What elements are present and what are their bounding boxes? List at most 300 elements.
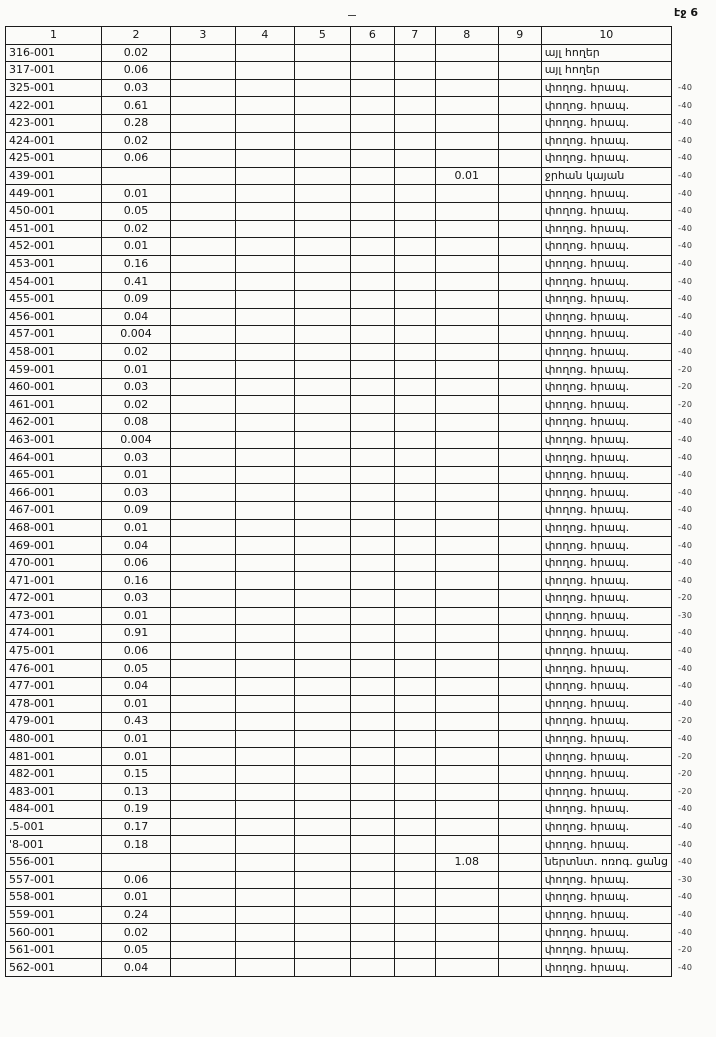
- cell-col9: [498, 132, 541, 150]
- cell-col9: [498, 783, 541, 801]
- table-row: [6, 185, 716, 203]
- cell-col10: փողոց. հրապ.: [541, 801, 671, 819]
- cell-col5: [294, 537, 350, 555]
- cell-col8: [435, 590, 498, 608]
- cell-col10: փողոց. հրապ.: [541, 607, 671, 625]
- cell-col1: 455-001: [6, 290, 102, 308]
- cell-col5: [294, 572, 350, 590]
- cell-col3: [170, 941, 235, 959]
- cell-col2: 0.02: [101, 924, 170, 942]
- column-header-1: 1: [6, 27, 102, 45]
- cell-col7: [394, 396, 435, 414]
- cell-col7: [394, 255, 435, 273]
- cell-col3: [170, 519, 235, 537]
- margin-note: -40: [677, 452, 693, 462]
- table-row: [6, 889, 716, 907]
- header-row: [6, 27, 716, 45]
- cell-col4: [235, 431, 294, 449]
- cell-col4: [235, 554, 294, 572]
- cell-col7: [394, 713, 435, 731]
- cell-col10: փողոց. հրապ.: [541, 326, 671, 344]
- cell-col10: ներտնտ. ոռոգ. ցանց: [541, 853, 671, 871]
- cell-col8: [435, 396, 498, 414]
- cell-col10: այլ հողեր: [541, 44, 671, 62]
- cell-col8: 0.01: [435, 167, 498, 185]
- cell-col8: [435, 431, 498, 449]
- cell-col10: փողոց. հրապ.: [541, 906, 671, 924]
- cell-col2: 0.004: [101, 431, 170, 449]
- cell-col5: [294, 889, 350, 907]
- cell-col3: [170, 79, 235, 97]
- table-row: [6, 765, 716, 783]
- cell-col8: [435, 132, 498, 150]
- cell-col5: [294, 906, 350, 924]
- cell-col3: [170, 748, 235, 766]
- cell-col10: փողոց. հրապ.: [541, 484, 671, 502]
- cell-col2: 0.01: [101, 607, 170, 625]
- cell-col4: [235, 238, 294, 256]
- table-row: [6, 466, 716, 484]
- cell-col3: [170, 906, 235, 924]
- cell-col5: [294, 853, 350, 871]
- cell-col2: 0.04: [101, 959, 170, 977]
- cell-col2: 0.004: [101, 326, 170, 344]
- cell-col2: 0.03: [101, 449, 170, 467]
- cell-col3: [170, 625, 235, 643]
- cell-col10: փողոց. հրապ.: [541, 114, 671, 132]
- cell-col9: [498, 150, 541, 168]
- cell-col10: փողոց. հրապ.: [541, 677, 671, 695]
- cell-col8: [435, 79, 498, 97]
- cell-col8: [435, 150, 498, 168]
- cell-col4: [235, 220, 294, 238]
- margin-note: -40: [677, 346, 693, 356]
- margin-note: -40: [677, 734, 693, 744]
- cell-col9: [498, 396, 541, 414]
- cell-col7: [394, 414, 435, 432]
- cell-col5: [294, 97, 350, 115]
- cell-col10: փողոց. հրապ.: [541, 255, 671, 273]
- cell-col2: 0.01: [101, 748, 170, 766]
- table-row: [6, 361, 716, 379]
- cell-col6: [350, 660, 394, 678]
- column-header-4: 4: [235, 27, 294, 45]
- cell-col6: [350, 642, 394, 660]
- cell-col2: 0.61: [101, 97, 170, 115]
- cell-col1: .5-001: [6, 818, 102, 836]
- cell-col3: [170, 484, 235, 502]
- cell-col6: [350, 378, 394, 396]
- cell-col7: [394, 537, 435, 555]
- cell-col10: փողոց. հրապ.: [541, 836, 671, 854]
- margin-note: -40: [677, 628, 693, 638]
- cell-col2: 0.16: [101, 255, 170, 273]
- cell-col1: 425-001: [6, 150, 102, 168]
- cell-col9: [498, 924, 541, 942]
- cell-col6: [350, 502, 394, 520]
- margin-note: -20: [677, 751, 693, 761]
- cell-col9: [498, 449, 541, 467]
- cell-col9: [498, 466, 541, 484]
- table-row: [6, 150, 716, 168]
- table-row: [6, 484, 716, 502]
- cell-col9: [498, 62, 541, 80]
- cell-col9: [498, 519, 541, 537]
- margin-note: -40: [677, 311, 693, 321]
- cell-col7: [394, 801, 435, 819]
- cell-col5: [294, 326, 350, 344]
- cell-col6: [350, 889, 394, 907]
- cell-col8: [435, 572, 498, 590]
- cell-col6: [350, 255, 394, 273]
- cell-col7: [394, 308, 435, 326]
- margin-note: -40: [677, 223, 693, 233]
- cell-col9: [498, 484, 541, 502]
- margin-note: -40: [677, 822, 693, 832]
- margin-note: [671, 62, 715, 80]
- table-row: [6, 308, 716, 326]
- table-row: [6, 132, 716, 150]
- cell-col4: [235, 114, 294, 132]
- table-row: [6, 220, 716, 238]
- cell-col8: [435, 484, 498, 502]
- cell-col7: [394, 642, 435, 660]
- cell-col9: [498, 290, 541, 308]
- cell-col7: [394, 220, 435, 238]
- cell-col8: [435, 202, 498, 220]
- cell-col10: փողոց. հրապ.: [541, 238, 671, 256]
- cell-col7: [394, 290, 435, 308]
- cell-col4: [235, 836, 294, 854]
- cell-col8: [435, 677, 498, 695]
- cell-col4: [235, 167, 294, 185]
- cell-col7: [394, 62, 435, 80]
- cell-col5: [294, 79, 350, 97]
- margin-note: -40: [677, 171, 693, 181]
- cell-col6: [350, 449, 394, 467]
- cell-col7: [394, 378, 435, 396]
- cell-col9: [498, 167, 541, 185]
- cell-col10: փողոց. հրապ.: [541, 625, 671, 643]
- cell-col10: փողոց. հրապ.: [541, 97, 671, 115]
- cell-col3: [170, 62, 235, 80]
- cell-col3: [170, 959, 235, 977]
- cell-col5: [294, 396, 350, 414]
- cell-col8: [435, 941, 498, 959]
- margin-note: -40: [677, 962, 693, 972]
- cell-col1: 461-001: [6, 396, 102, 414]
- cell-col5: [294, 941, 350, 959]
- cell-col9: [498, 308, 541, 326]
- column-header-3: 3: [170, 27, 235, 45]
- cell-col6: [350, 308, 394, 326]
- cell-col1: 458-001: [6, 343, 102, 361]
- cell-col9: [498, 607, 541, 625]
- cell-col1: 559-001: [6, 906, 102, 924]
- cell-col2: 0.06: [101, 554, 170, 572]
- cell-col6: [350, 238, 394, 256]
- cell-col7: [394, 502, 435, 520]
- cell-col6: [350, 783, 394, 801]
- cell-col1: 479-001: [6, 713, 102, 731]
- cell-col10: փողոց. հրապ.: [541, 466, 671, 484]
- margin-note: -40: [677, 434, 693, 444]
- cell-col7: [394, 167, 435, 185]
- cell-col6: [350, 290, 394, 308]
- cell-col10: փողոց. հրապ.: [541, 132, 671, 150]
- cell-col7: [394, 519, 435, 537]
- cell-col1: 459-001: [6, 361, 102, 379]
- cell-col3: [170, 466, 235, 484]
- cell-col9: [498, 572, 541, 590]
- cell-col8: [435, 466, 498, 484]
- cell-col10: փողոց. հրապ.: [541, 396, 671, 414]
- cell-col1: 449-001: [6, 185, 102, 203]
- cell-col8: 1.08: [435, 853, 498, 871]
- cell-col7: [394, 625, 435, 643]
- cell-col6: [350, 590, 394, 608]
- table-row: [6, 625, 716, 643]
- cell-col8: [435, 906, 498, 924]
- cell-col8: [435, 449, 498, 467]
- cell-col9: [498, 114, 541, 132]
- cell-col2: 0.02: [101, 220, 170, 238]
- cell-col9: [498, 97, 541, 115]
- table-row: [6, 62, 716, 80]
- cell-col8: [435, 273, 498, 291]
- cell-col7: [394, 924, 435, 942]
- margin-note: -40: [677, 909, 693, 919]
- cell-col5: [294, 290, 350, 308]
- cell-col4: [235, 502, 294, 520]
- table-row: [6, 273, 716, 291]
- cell-col4: [235, 959, 294, 977]
- cell-col10: փողոց. հրապ.: [541, 343, 671, 361]
- cell-col10: փողոց. հրապ.: [541, 150, 671, 168]
- cell-col10: փողոց. հրապ.: [541, 502, 671, 520]
- cell-col5: [294, 449, 350, 467]
- cell-col5: [294, 695, 350, 713]
- cell-col2: 0.01: [101, 361, 170, 379]
- cell-col7: [394, 361, 435, 379]
- cell-col4: [235, 818, 294, 836]
- cell-col7: [394, 660, 435, 678]
- cell-col2: 0.04: [101, 308, 170, 326]
- cell-col9: [498, 255, 541, 273]
- cell-col10: փողոց. հրապ.: [541, 713, 671, 731]
- cell-col4: [235, 290, 294, 308]
- cell-col9: [498, 906, 541, 924]
- cell-col8: [435, 695, 498, 713]
- cell-col2: 0.16: [101, 572, 170, 590]
- cell-col6: [350, 62, 394, 80]
- cell-col3: [170, 414, 235, 432]
- cell-col10: փողոց. հրապ.: [541, 202, 671, 220]
- cell-col4: [235, 572, 294, 590]
- cell-col6: [350, 396, 394, 414]
- cell-col4: [235, 713, 294, 731]
- table-row: [6, 607, 716, 625]
- table-row: [6, 431, 716, 449]
- cell-col10: փողոց. հրապ.: [541, 871, 671, 889]
- cell-col5: [294, 590, 350, 608]
- cell-col2: 0.19: [101, 801, 170, 819]
- cell-col3: [170, 590, 235, 608]
- cell-col5: [294, 713, 350, 731]
- cell-col3: [170, 220, 235, 238]
- column-header-8: 8: [435, 27, 498, 45]
- cell-col5: [294, 959, 350, 977]
- cell-col3: [170, 660, 235, 678]
- cell-col4: [235, 924, 294, 942]
- cell-col8: [435, 625, 498, 643]
- cell-col8: [435, 343, 498, 361]
- cell-col3: [170, 361, 235, 379]
- cell-col3: [170, 202, 235, 220]
- cell-col5: [294, 361, 350, 379]
- cell-col10: փողոց. հրապ.: [541, 642, 671, 660]
- cell-col5: [294, 924, 350, 942]
- cell-col4: [235, 748, 294, 766]
- cell-col8: [435, 607, 498, 625]
- cell-col7: [394, 466, 435, 484]
- cell-col10: ջրհան կայան: [541, 167, 671, 185]
- table-row: [6, 783, 716, 801]
- margin-note: -30: [677, 610, 693, 620]
- cell-col4: [235, 132, 294, 150]
- cell-col10: փողոց. հրապ.: [541, 695, 671, 713]
- cell-col4: [235, 941, 294, 959]
- cell-col5: [294, 414, 350, 432]
- cell-col1: 453-001: [6, 255, 102, 273]
- cell-col1: 472-001: [6, 590, 102, 608]
- cell-col10: փողոց. հրապ.: [541, 519, 671, 537]
- cell-col7: [394, 783, 435, 801]
- cell-col1: 463-001: [6, 431, 102, 449]
- cell-col5: [294, 220, 350, 238]
- cell-col8: [435, 801, 498, 819]
- cell-col8: [435, 185, 498, 203]
- cell-col4: [235, 396, 294, 414]
- cell-col7: [394, 765, 435, 783]
- cell-col5: [294, 748, 350, 766]
- cell-col6: [350, 554, 394, 572]
- cell-col5: [294, 871, 350, 889]
- cell-col2: 0.03: [101, 484, 170, 502]
- cell-col4: [235, 660, 294, 678]
- cell-col6: [350, 748, 394, 766]
- cell-col1: 317-001: [6, 62, 102, 80]
- table-row: [6, 924, 716, 942]
- cell-col8: [435, 414, 498, 432]
- cell-col2: 0.13: [101, 783, 170, 801]
- cell-col7: [394, 79, 435, 97]
- cell-col8: [435, 62, 498, 80]
- cell-col9: [498, 642, 541, 660]
- cell-col1: 325-001: [6, 79, 102, 97]
- cell-col8: [435, 783, 498, 801]
- cell-col4: [235, 97, 294, 115]
- cell-col1: 481-001: [6, 748, 102, 766]
- cell-col3: [170, 97, 235, 115]
- table-row: [6, 695, 716, 713]
- cell-col4: [235, 255, 294, 273]
- cell-col10: փողոց. հրապ.: [541, 818, 671, 836]
- cell-col9: [498, 677, 541, 695]
- cell-col4: [235, 801, 294, 819]
- cell-col10: փողոց. հրապ.: [541, 361, 671, 379]
- cell-col4: [235, 343, 294, 361]
- cell-col6: [350, 853, 394, 871]
- margin-note: -40: [677, 294, 693, 304]
- cell-col5: [294, 308, 350, 326]
- cell-col2: 0.04: [101, 537, 170, 555]
- cell-col3: [170, 396, 235, 414]
- cell-col6: [350, 924, 394, 942]
- cell-col1: 557-001: [6, 871, 102, 889]
- margin-note: -40: [677, 505, 693, 515]
- cell-col2: 0.02: [101, 132, 170, 150]
- cell-col2: 0.01: [101, 238, 170, 256]
- cell-col6: [350, 150, 394, 168]
- cell-col9: [498, 695, 541, 713]
- cell-col8: [435, 889, 498, 907]
- cell-col9: [498, 765, 541, 783]
- cell-col7: [394, 590, 435, 608]
- cell-col7: [394, 114, 435, 132]
- cell-col3: [170, 290, 235, 308]
- cell-col3: [170, 132, 235, 150]
- cell-col6: [350, 114, 394, 132]
- cell-col7: [394, 185, 435, 203]
- cell-col6: [350, 818, 394, 836]
- cell-col10: փողոց. հրապ.: [541, 889, 671, 907]
- cell-col2: 0.02: [101, 343, 170, 361]
- table-row: [6, 730, 716, 748]
- cell-col6: [350, 185, 394, 203]
- table-row: [6, 44, 716, 62]
- table-row: [6, 290, 716, 308]
- table-row: [6, 941, 716, 959]
- cell-col4: [235, 308, 294, 326]
- cell-col1: 482-001: [6, 765, 102, 783]
- cell-col4: [235, 449, 294, 467]
- table-row: [6, 748, 716, 766]
- cell-col9: [498, 941, 541, 959]
- cell-col6: [350, 871, 394, 889]
- cell-col6: [350, 202, 394, 220]
- column-header-10: 10: [541, 27, 671, 45]
- cell-col5: [294, 114, 350, 132]
- cell-col6: [350, 343, 394, 361]
- cell-col5: [294, 343, 350, 361]
- cell-col3: [170, 378, 235, 396]
- cell-col7: [394, 150, 435, 168]
- cell-col7: [394, 484, 435, 502]
- cell-col2: 0.01: [101, 185, 170, 203]
- cell-col8: [435, 290, 498, 308]
- cell-col10: փողոց. հրապ.: [541, 783, 671, 801]
- cell-col2: 0.03: [101, 79, 170, 97]
- cell-col3: [170, 924, 235, 942]
- cell-col5: [294, 783, 350, 801]
- cell-col5: [294, 132, 350, 150]
- margin-note: -20: [677, 945, 693, 955]
- cell-col4: [235, 519, 294, 537]
- cell-col4: [235, 466, 294, 484]
- cell-col8: [435, 519, 498, 537]
- cell-col6: [350, 906, 394, 924]
